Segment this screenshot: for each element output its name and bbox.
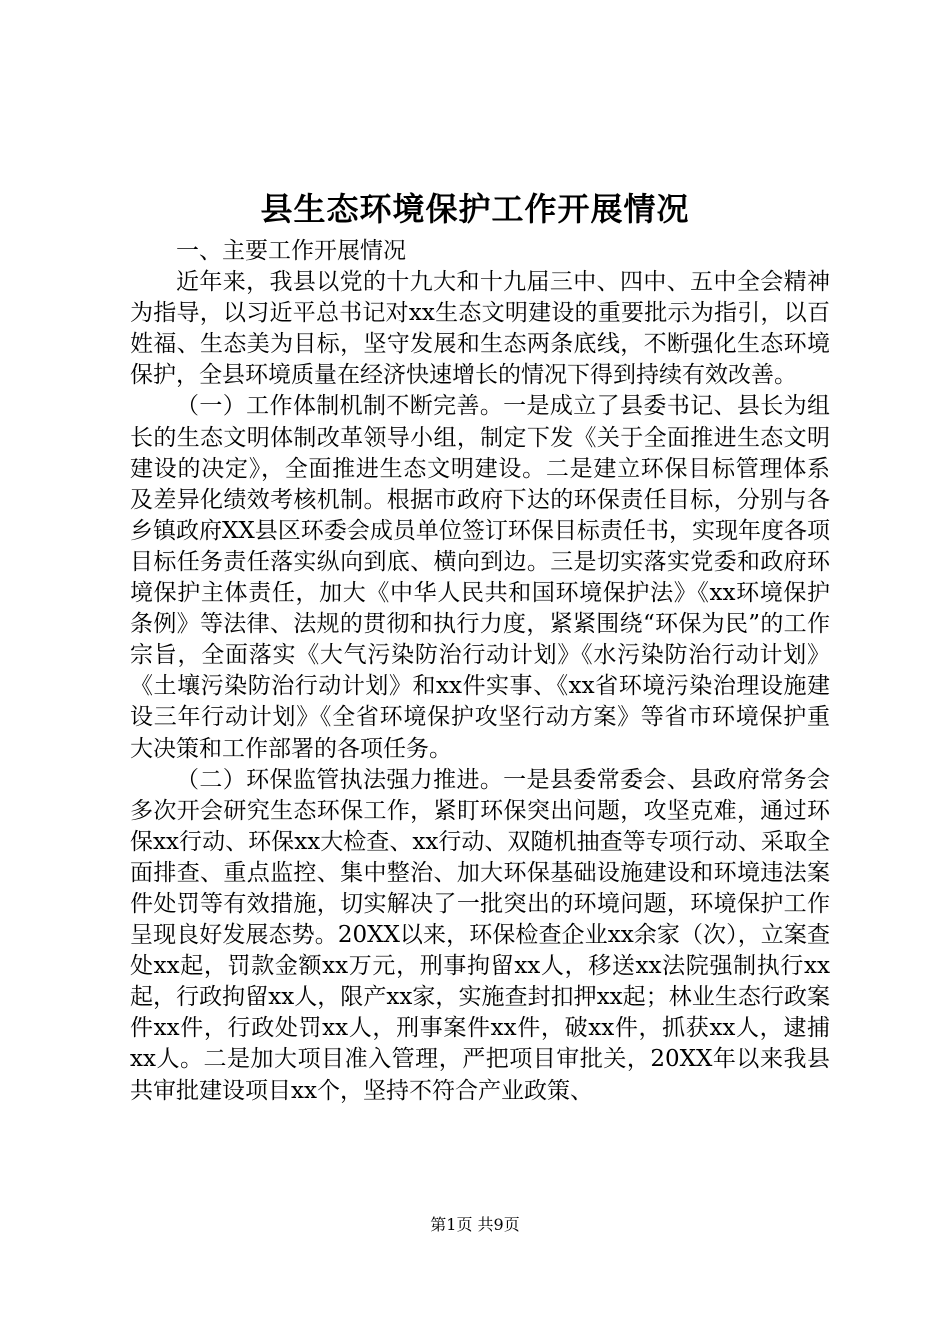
page-number: 第1页 共9页: [430, 1215, 520, 1234]
paragraph-intro: 近年来，我县以党的十九大和十九届三中、四中、五中全会精神为指导，以习近平总书记对xx生态文明建设的重要批示为指引，以百姓福、生态美为目标，坚守发展和生态两条底线，不断强化生态环境保护，全县环境质量在经济快速增长的情况下得到持续有效改善。: [130, 269, 830, 389]
document-title: 县生态环境保护工作开展情况: [260, 190, 690, 228]
document-body: [130, 236, 830, 1107]
paragraph-enforcement: （二）环保监管执法强力推进。一是县委常委会、县政府常务会多次开会研究生态环保工作，紧盯环保突出问题，攻坚克难，通过环保xx行动、环保xx大检查、xx行动、双随机抽查等专项行动、采取全面排查、重点监控、集中整治、加大环保基础设施建设和环境违法案件处罚等有效措施，切实解决了一批突出的环境问题，环境保护工作呈现良好发展态势。20XX以来，环保检查企业xx余家（次），立案查处xx起，罚款金额xx万元，刑事拘留xx人，移送xx法院强制执行xx起，行政拘留xx人，限产xx家，实施查封扣押xx起；林业生态行政案件xx件，行政处罚xx人，刑事案件xx件，破xx件，抓获xx人，逮捕xx人。二是加大项目准入管理，严把项目审批关，20XX年以来我县共审批建设项目xx个，坚持不符合产业政策、: [130, 766, 830, 1104]
section-heading: 一、主要工作开展情况: [176, 238, 406, 264]
paragraph-work-mechanism: （一）工作体制机制不断完善。一是成立了县委书记、县长为组长的生态文明体制改革领导小组，制定下发《关于全面推进生态文明建设的决定》，全面推进生态文明建设。二是建立环保目标管理体系及差异化绩效考核机制。根据市政府下达的环保责任目标，分别与各乡镇政府XX县区环委会成员单位签订环保目标责任书，实现年度各项目标任务责任落实纵向到底、横向到边。三是切实落实党委和政府环境保护主体责任，加大《中华人民共和国环境保护法》《xx环境保护条例》等法律、法规的贯彻和执行力度，紧紧围绕“环保为民”的工作宗旨，全面落实《大气污染防治行动计划》《水污染防治行动计划》《土壤污染防治行动计划》和xx件实事、《xx省环境污染治理设施建设三年行动计划》《全省环境保护攻坚行动方案》等省市环境保护重大决策和工作部署的各项任务。: [130, 393, 830, 762]
